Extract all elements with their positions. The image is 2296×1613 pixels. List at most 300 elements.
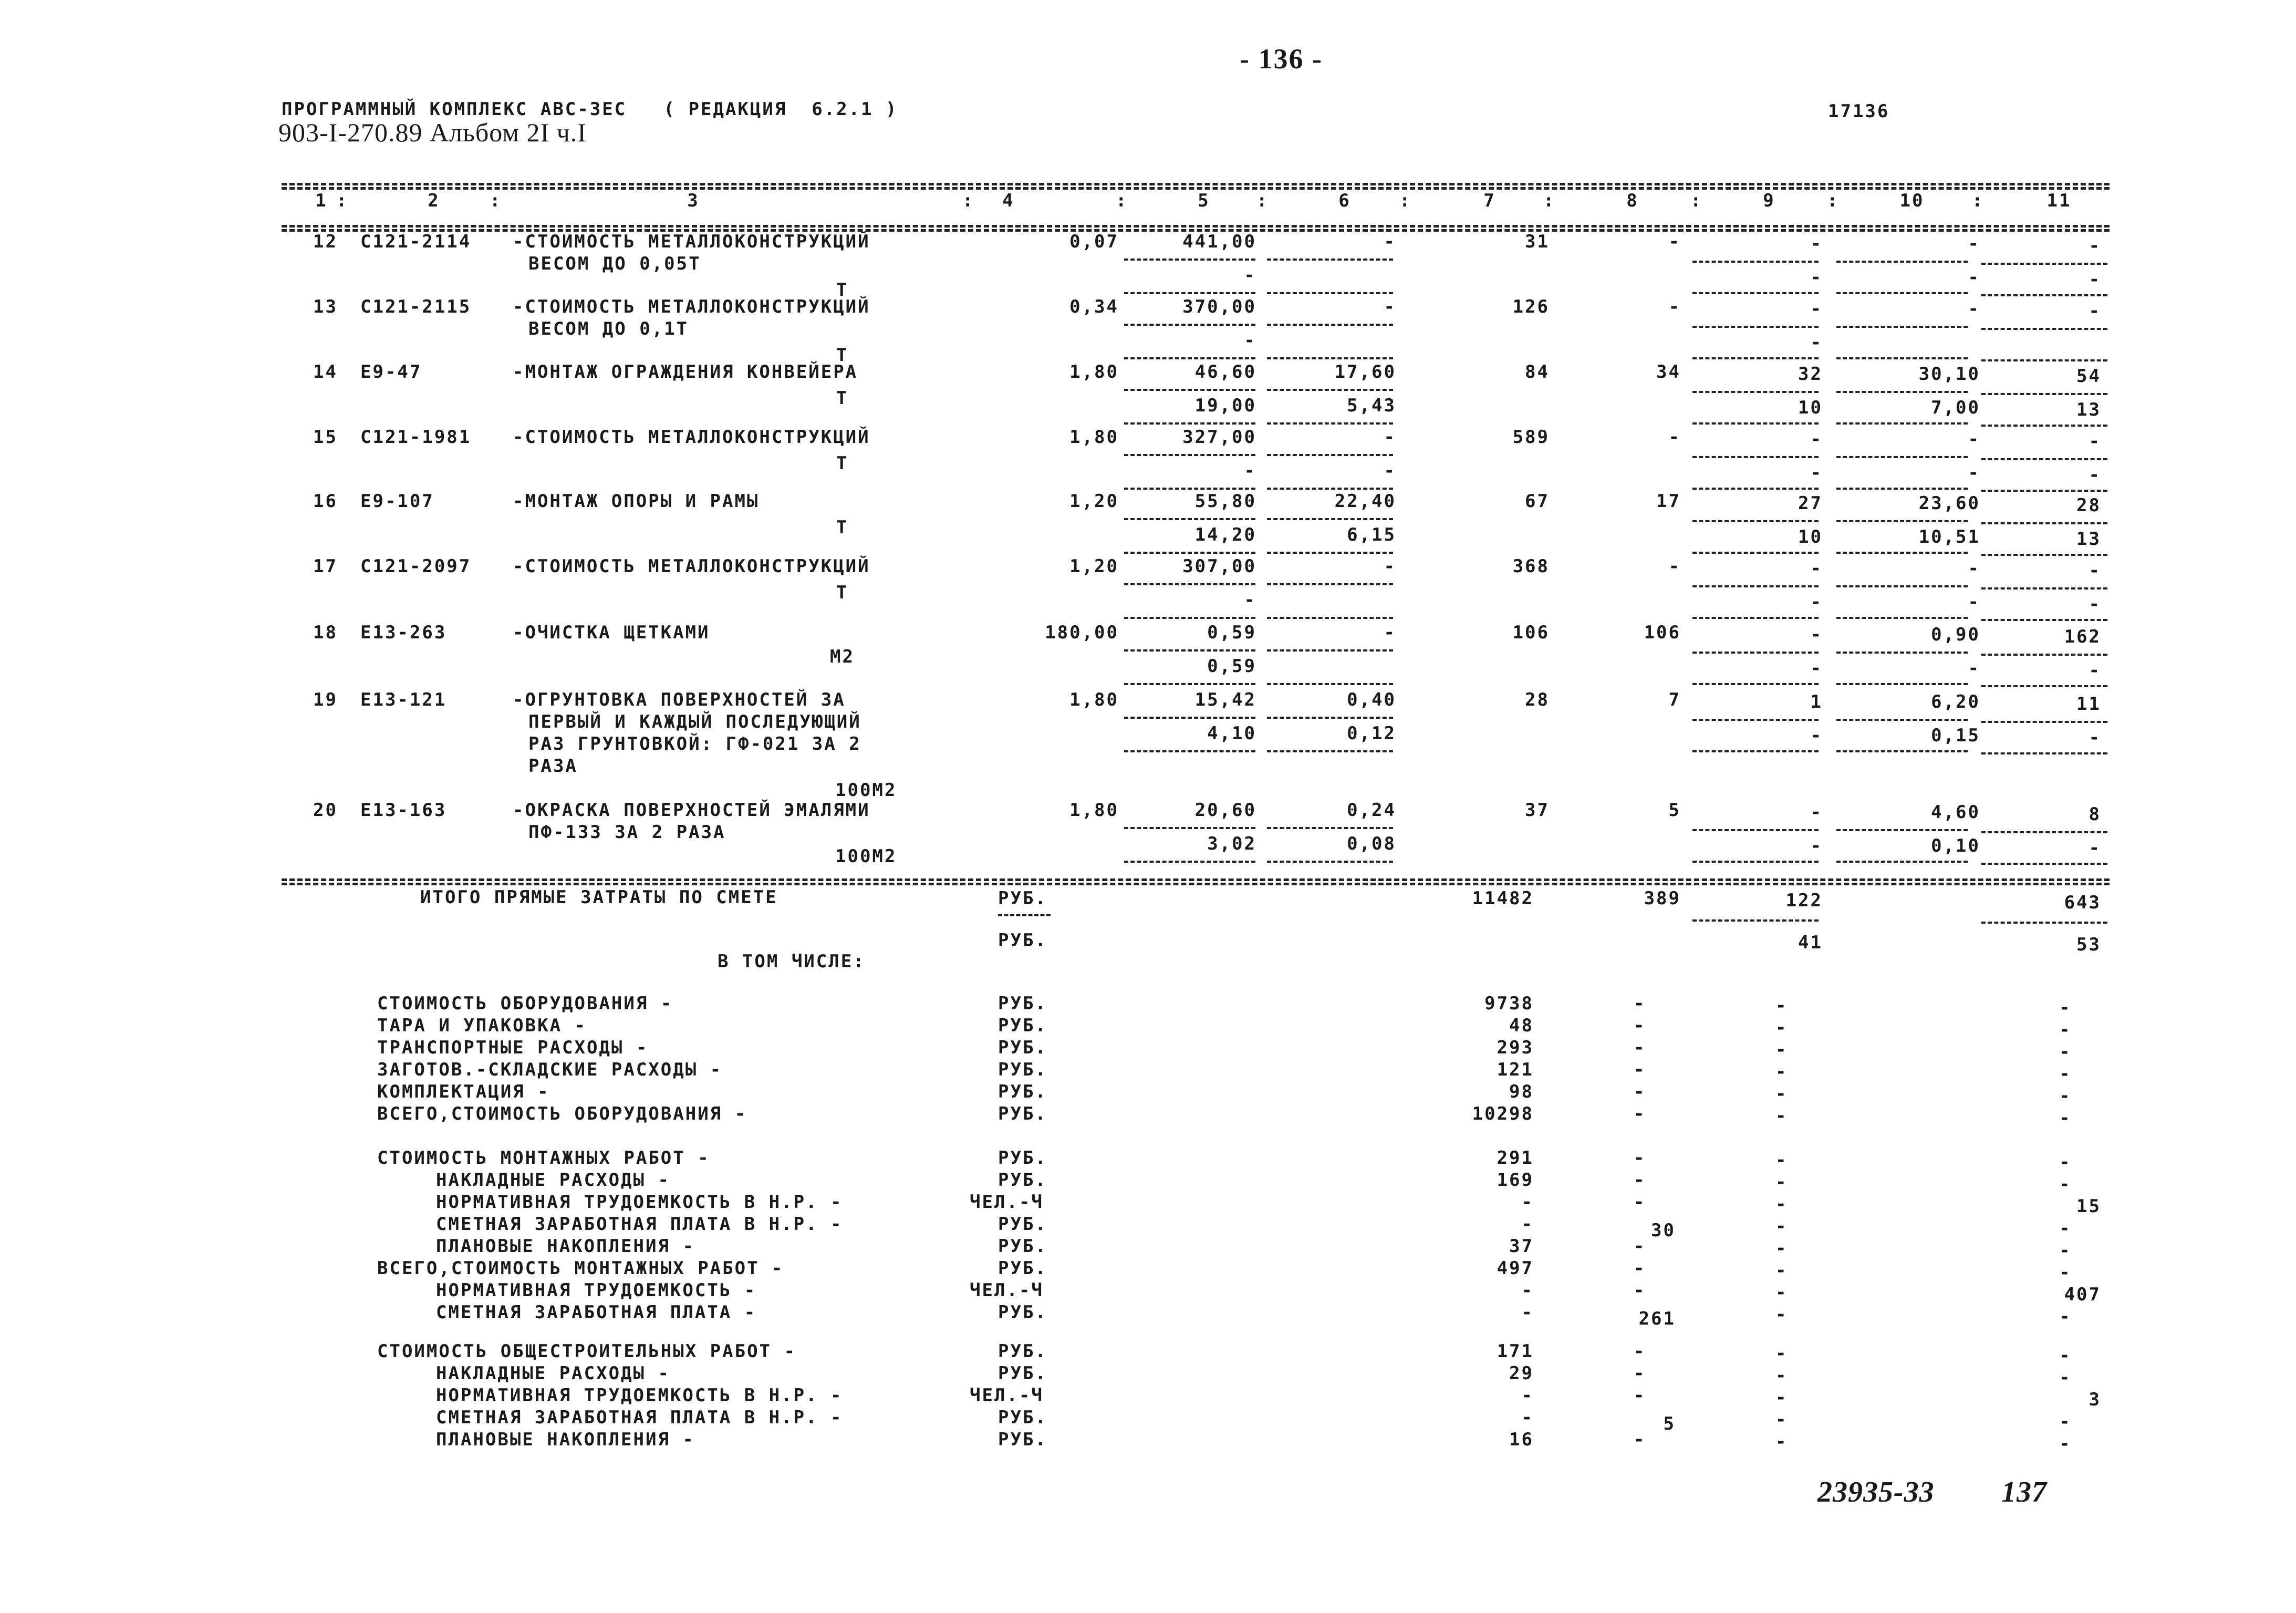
summary-col7: - [1521,1214,1534,1235]
row-col6-rule-lower [1267,292,1393,294]
summary-label: СМЕТНАЯ ЗАРАБОТНАЯ ПЛАТА В Н.Р. - [436,1214,843,1235]
summary-col8: - [1634,1037,1646,1058]
row-col5-lower: 3,02 [1207,833,1256,854]
row-col5-rule [1124,389,1255,391]
row-col5-rule-lower [1124,552,1255,554]
row-number: 15 [313,427,338,448]
row-col6-upper: 0,40 [1347,689,1396,710]
summary-col8: - [1634,1385,1646,1406]
row-col11-upper: 54 [2076,366,2101,387]
row-col6-rule [1267,827,1393,829]
row-col10-rule [1836,652,1968,654]
total-col7: 11482 [1472,888,1534,909]
summary-unit: ЧЕЛ.-Ч [970,1385,1044,1406]
row-col5-lower: 14,20 [1194,524,1256,545]
row-col9-rule-lower [1692,750,1819,752]
summary-col8: - [1634,1147,1646,1169]
row-col11-upper: 11 [2076,694,2101,715]
summary-col8: - [1634,1192,1646,1213]
summary-label: СТОИМОСТЬ ОБОРУДОВАНИЯ - [377,993,673,1014]
row-col10-rule [1836,585,1968,587]
row-col5-lower: 19,00 [1194,395,1256,416]
row-col6-rule [1267,259,1393,261]
row-col7: 84 [1525,361,1550,382]
row-col10-lower: - [1968,267,1980,288]
row-col6-rule [1267,649,1393,652]
row-code: Е13-121 [360,689,447,710]
column-header: 1 [315,190,328,211]
summary-col9: - [1775,1304,1788,1325]
row-number: 17 [313,556,338,577]
row-col9-rule-lower [1692,683,1819,685]
row-col5-upper: 46,60 [1194,361,1256,382]
row-col11-rule-lower [1981,752,2107,754]
row-col10-rule-lower [1836,488,1968,490]
row-number: 20 [313,800,338,821]
row-unit: М2 [830,646,855,667]
total-col11-lower: 53 [2076,934,2101,955]
row-col5-rule-lower [1124,488,1255,490]
summary-unit: РУБ. [998,993,1047,1014]
row-col10-rule-lower [1836,357,1968,359]
summary-col9: - [1775,1238,1788,1259]
row-number: 14 [313,361,338,382]
column-separator: : [1256,190,1269,211]
footer-stamp: 23935-33 [1817,1476,1935,1508]
row-col9-upper: - [1810,802,1823,823]
row-col6-rule-lower [1267,683,1393,685]
summary-col7: 293 [1497,1037,1534,1058]
total-col8: 389 [1644,888,1681,909]
row-col6-rule-lower [1267,861,1393,863]
row-col5-upper: 20,60 [1194,800,1256,821]
row-col10-upper: 23,60 [1918,493,1980,514]
row-col6-lower: 0,12 [1347,723,1396,744]
summary-unit: РУБ. [998,1015,1047,1036]
summary-unit: РУБ. [998,1147,1047,1169]
summary-col9: - [1775,1343,1788,1364]
summary-col7: - [1521,1407,1534,1428]
row-description: -ОКРАСКА ПОВЕРХНОСТЕЙ ЭМАЛЯМИ [513,800,870,821]
row-col7: 126 [1512,296,1550,317]
column-separator: : [962,190,975,211]
row-col5-lower: - [1244,590,1256,611]
row-col11-upper: - [2089,235,2101,256]
row-col10-rule [1836,520,1968,522]
row-col7: 106 [1512,622,1550,643]
summary-label: ВСЕГО,СТОИМОСТЬ ОБОРУДОВАНИЯ - [377,1103,747,1124]
row-col9-lower: - [1810,658,1823,679]
summary-col9: - [1775,1260,1788,1281]
row-col11-rule [1981,721,2107,723]
row-description: ПЕРВЫЙ И КАЖДЫЙ ПОСЛЕДУЮЩИЙ [528,711,861,732]
row-col6-rule [1267,717,1393,719]
summary-col11: - [2059,1174,2072,1195]
row-col9-upper: - [1810,624,1823,645]
summary-label: НОРМАТИВНАЯ ТРУДОЕМКОСТЬ - [436,1280,757,1301]
header-rule-bottom [282,225,2110,228]
row-col6-rule [1267,324,1393,326]
total-unit-rule [998,914,1051,916]
row-description: -СТОИМОСТЬ МЕТАЛЛОКОНСТРУКЦИЙ [513,296,870,317]
summary-col11: - [2059,1041,2072,1062]
summary-col8: - [1634,1363,1646,1384]
row-col6-upper: - [1384,231,1396,252]
summary-col7: 29 [1509,1363,1534,1384]
row-col5-rule [1124,827,1255,829]
summary-col11: 15 [2076,1196,2101,1217]
row-col9-upper: 27 [1798,493,1823,514]
summary-unit: ЧЕЛ.-Ч [970,1192,1044,1213]
summary-label: СМЕТНАЯ ЗАРАБОТНАЯ ПЛАТА В Н.Р. - [436,1407,843,1428]
summary-col9: - [1775,1365,1788,1386]
row-quantity: 0,34 [1069,296,1119,317]
summary-col11: - [2059,1411,2072,1432]
row-col6-lower: 6,15 [1347,524,1396,545]
row-col7: 37 [1525,800,1550,821]
column-header: 5 [1198,190,1210,211]
total-col11-rule [1981,922,2107,924]
summary-col9: - [1775,995,1788,1016]
row-col5-rule-lower [1124,861,1255,863]
program-line: ПРОГРАММНЫЙ КОМПЛЕКС АВС-3ЕС ( РЕДАКЦИЯ 6.2.1 ) [282,99,898,120]
summary-col7: - [1521,1302,1534,1323]
column-header: 2 [428,190,440,211]
row-col11-lower: - [2089,269,2101,290]
column-separator: : [1116,190,1128,211]
row-col6-rule-lower [1267,750,1393,752]
row-col11-rule [1981,328,2107,330]
row-col11-lower: - [2089,837,2101,859]
summary-col11: 3 [2089,1389,2101,1410]
row-code: С121-2097 [360,556,472,577]
row-col10-upper: 0,90 [1931,624,1980,645]
row-col6-rule [1267,518,1393,520]
total-rule-2 [282,883,2110,885]
row-col10-upper: - [1968,233,1980,254]
header-rule-top-2 [282,187,2110,190]
summary-col8: - [1634,1258,1646,1279]
row-col11-lower: 13 [2076,529,2101,550]
summary-col11: - [2059,1108,2072,1129]
summary-label: ЗАГОТОВ.-СКЛАДСКИЕ РАСХОДЫ - [377,1059,723,1080]
summary-col9: - [1775,1105,1788,1126]
row-col9-rule-lower [1692,488,1819,490]
summary-col11: - [2059,1306,2072,1327]
summary-unit: РУБ. [998,1214,1047,1235]
summary-col11: - [2059,1345,2072,1366]
row-description: -СТОИМОСТЬ МЕТАЛЛОКОНСТРУКЦИЙ [513,427,870,448]
row-col8: 34 [1656,361,1681,382]
summary-label: КОМПЛЕКТАЦИЯ - [377,1081,550,1102]
summary-col7: 171 [1497,1341,1534,1362]
row-description: ВЕСОМ ДО 0,05Т [528,253,701,274]
summary-col11: 407 [2064,1284,2101,1305]
row-col5-rule-lower [1124,750,1255,752]
row-col9-lower: - [1810,267,1823,288]
column-separator: : [1690,190,1703,211]
row-col6-rule-lower [1267,552,1393,554]
summary-col7: 37 [1509,1236,1534,1257]
row-col10-lower: - [1968,462,1980,483]
row-col11-rule [1981,831,2107,833]
summary-unit: РУБ. [998,1258,1047,1279]
summary-unit: РУБ. [998,1407,1047,1428]
row-col5-rule-lower [1124,422,1255,425]
row-quantity: 1,80 [1069,361,1119,382]
row-code: С121-2114 [360,231,472,252]
summary-label: НАКЛАДНЫЕ РАСХОДЫ - [436,1170,670,1191]
row-col5-upper: 307,00 [1182,556,1256,577]
summary-label: ТАРА И УПАКОВКА - [377,1015,587,1036]
row-code: Е13-263 [360,622,447,643]
column-header: 11 [2046,190,2072,211]
summary-col8: 261 [1638,1308,1676,1329]
row-number: 12 [313,231,338,252]
row-col10-rule [1836,391,1968,393]
column-separator: : [1399,190,1412,211]
row-col6-upper: 22,40 [1334,491,1396,512]
summary-col11: - [2059,1367,2072,1388]
summary-unit: ЧЕЛ.-Ч [970,1280,1044,1301]
row-col11-lower: - [2089,660,2101,681]
row-col10-upper: 6,20 [1931,691,1980,712]
row-unit: Т [836,345,849,366]
row-col7: 31 [1525,231,1550,252]
row-col8: 7 [1668,689,1681,710]
summary-col7: 497 [1497,1258,1534,1279]
row-col9-rule [1692,326,1819,328]
row-col5-rule [1124,518,1255,520]
summary-col8: - [1634,1429,1646,1450]
row-col11-rule [1981,654,2107,656]
row-col5-upper: 441,00 [1182,231,1256,252]
row-unit: Т [836,388,849,409]
row-col11-upper: - [2089,301,2101,322]
row-col6-upper: 0,24 [1347,800,1396,821]
row-col5-lower: 0,59 [1207,656,1256,677]
row-col11-lower: - [2089,594,2101,615]
row-col10-lower: 7,00 [1931,397,1980,418]
summary-label: СТОИМОСТЬ ОБЩЕСТРОИТЕЛЬНЫХ РАБОТ - [377,1341,796,1362]
row-col5-lower: - [1244,460,1256,481]
row-col9-rule [1692,652,1819,654]
row-col7: 589 [1512,427,1550,448]
row-unit: 100М2 [835,780,897,801]
summary-col7: 48 [1509,1015,1534,1036]
row-col9-rule [1692,585,1819,587]
row-col9-rule [1692,391,1819,393]
summary-col11: - [2059,1262,2072,1283]
row-col9-upper: - [1810,233,1823,254]
column-header: 6 [1338,190,1351,211]
row-col5-rule [1124,324,1255,326]
summary-col8: - [1634,1103,1646,1124]
summary-unit: РУБ. [998,1341,1047,1362]
row-col11-lower: - [2089,727,2101,748]
column-separator: : [336,190,349,211]
summary-col11: - [2059,1085,2072,1107]
row-col10-upper: - [1968,298,1980,319]
row-description: -СТОИМОСТЬ МЕТАЛЛОКОНСТРУКЦИЙ [513,556,870,577]
summary-col7: 16 [1509,1429,1534,1450]
row-col11-rule [1981,393,2107,395]
row-col7: 368 [1512,556,1550,577]
row-col5-lower: - [1244,330,1256,351]
summary-label: НОРМАТИВНАЯ ТРУДОЕМКОСТЬ В Н.Р. - [436,1192,843,1213]
row-col6-rule-lower [1267,488,1393,490]
summary-col9: - [1775,1017,1788,1038]
row-col11-rule-lower [1981,685,2107,687]
row-col9-rule [1692,520,1819,522]
page-number: - 136 - [1240,43,1323,75]
row-col9-rule-lower [1692,552,1819,554]
row-col10-rule-lower [1836,861,1968,863]
summary-col9: - [1775,1409,1788,1430]
row-col9-lower: - [1810,592,1823,613]
row-col11-lower: 13 [2076,399,2101,420]
summary-col11: - [2059,1063,2072,1084]
row-col11-rule [1981,587,2107,590]
summary-col7: 169 [1497,1170,1534,1191]
column-header: 3 [687,190,700,211]
summary-unit: РУБ. [998,1302,1047,1323]
row-col11-rule-lower [1981,554,2107,556]
summary-col9: - [1775,1216,1788,1237]
row-col6-lower: 0,08 [1347,833,1396,854]
row-code: С121-2115 [360,296,472,317]
summary-col9: - [1775,1387,1788,1408]
row-number: 16 [313,491,338,512]
row-col11-upper: 28 [2076,495,2101,516]
row-col10-rule-lower [1836,552,1968,554]
summary-col7: 121 [1497,1059,1534,1080]
summary-col7: - [1521,1192,1534,1213]
summary-unit: РУБ. [998,1363,1047,1384]
album-line: 903-I-270.89 Альбом 2I ч.I [278,118,587,147]
row-quantity: 0,07 [1069,231,1119,252]
row-quantity: 180,00 [1045,622,1119,643]
summary-unit: РУБ. [998,1081,1047,1102]
row-col5-upper: 0,59 [1207,622,1256,643]
row-col5-rule [1124,649,1255,652]
column-separator: : [490,190,502,211]
row-col9-lower: 10 [1798,526,1823,547]
document-code: 17136 [1828,101,1890,122]
row-col8: 17 [1656,491,1681,512]
row-col10-rule [1836,456,1968,458]
row-description: РАЗА [528,756,578,777]
summary-col9: - [1775,1431,1788,1452]
summary-label: ТРАНСПОРТНЫЕ РАСХОДЫ - [377,1037,649,1058]
summary-col7: 98 [1509,1081,1534,1102]
row-number: 18 [313,622,338,643]
row-col6-rule-lower [1267,422,1393,425]
summary-col11: - [2059,1240,2072,1261]
row-col5-upper: 55,80 [1194,491,1256,512]
row-col5-upper: 327,00 [1182,427,1256,448]
row-col5-rule-lower [1124,292,1255,294]
row-quantity: 1,80 [1069,427,1119,448]
column-separator: : [1543,190,1556,211]
row-col11-upper: 162 [2064,626,2101,647]
header-rule-top [282,183,2110,185]
row-col9-lower: - [1810,462,1823,483]
row-col11-rule-lower [1981,490,2107,492]
row-col6-rule [1267,454,1393,456]
column-header: 10 [1899,190,1925,211]
total-label: ИТОГО ПРЯМЫЕ ЗАТРАТЫ ПО СМЕТЕ [420,887,778,908]
summary-label: СМЕТНАЯ ЗАРАБОТНАЯ ПЛАТА - [436,1302,757,1323]
summary-col8: 30 [1651,1220,1676,1241]
row-description: -МОНТАЖ ОГРАЖДЕНИЯ КОНВЕЙЕРА [513,361,858,382]
row-description: -СТОИМОСТЬ МЕТАЛЛОКОНСТРУКЦИЙ [513,231,870,252]
row-col9-lower: - [1810,332,1823,353]
row-col8: - [1668,231,1681,252]
row-col11-upper: - [2089,560,2101,581]
row-description: -ОЧИСТКА ЩЕТКАМИ [513,622,710,643]
row-col10-rule [1836,829,1968,831]
summary-col7: 291 [1497,1147,1534,1169]
row-col10-rule [1836,261,1968,263]
row-col10-rule-lower [1836,422,1968,425]
row-col10-lower: 0,15 [1931,725,1980,746]
column-separator: : [1972,190,1985,211]
row-col9-rule [1692,261,1819,263]
row-col11-rule-lower [1981,425,2107,427]
row-col11-rule [1981,458,2107,460]
summary-label: НАКЛАДНЫЕ РАСХОДЫ - [436,1363,670,1384]
row-col10-lower: 10,51 [1918,526,1980,547]
summary-label: ПЛАНОВЫЕ НАКОПЛЕНИЯ - [436,1236,695,1257]
row-col5-rule-lower [1124,617,1255,619]
row-col10-upper: - [1968,558,1980,579]
row-col5-rule [1124,259,1255,261]
row-col10-rule [1836,326,1968,328]
row-col6-rule [1267,389,1393,391]
row-col5-upper: 15,42 [1194,689,1256,710]
summary-col7: 10298 [1472,1103,1534,1124]
row-col9-rule [1692,719,1819,721]
summary-col8: - [1634,1015,1646,1036]
row-col6-upper: - [1384,427,1396,448]
row-col8: - [1668,427,1681,448]
row-col6-upper: - [1384,556,1396,577]
row-col9-lower: 10 [1798,397,1823,418]
row-unit: Т [836,517,849,538]
row-col11-rule-lower [1981,619,2107,621]
row-col10-rule-lower [1836,750,1968,752]
row-code: Е9-47 [360,361,422,382]
row-col10-rule-lower [1836,292,1968,294]
row-unit: Т [836,453,849,474]
row-col8: - [1668,296,1681,317]
summary-col11: - [2059,997,2072,1018]
row-description: -МОНТАЖ ОПОРЫ И РАМЫ [513,491,760,512]
column-header: 9 [1763,190,1775,211]
row-col5-upper: 370,00 [1182,296,1256,317]
row-col5-lower: - [1244,265,1256,286]
footer-page: 137 [2001,1476,2047,1508]
row-col9-upper: 1 [1810,691,1823,712]
row-col11-upper: - [2089,431,2101,452]
summary-col8: - [1634,1236,1646,1257]
row-col5-rule-lower [1124,683,1255,685]
summary-col9: - [1775,1039,1788,1060]
in-total-label: В ТОМ ЧИСЛЕ: [718,951,866,972]
row-code: Е13-163 [360,800,447,821]
row-description: РАЗ ГРУНТОВКОЙ: ГФ-021 ЗА 2 [528,733,861,754]
